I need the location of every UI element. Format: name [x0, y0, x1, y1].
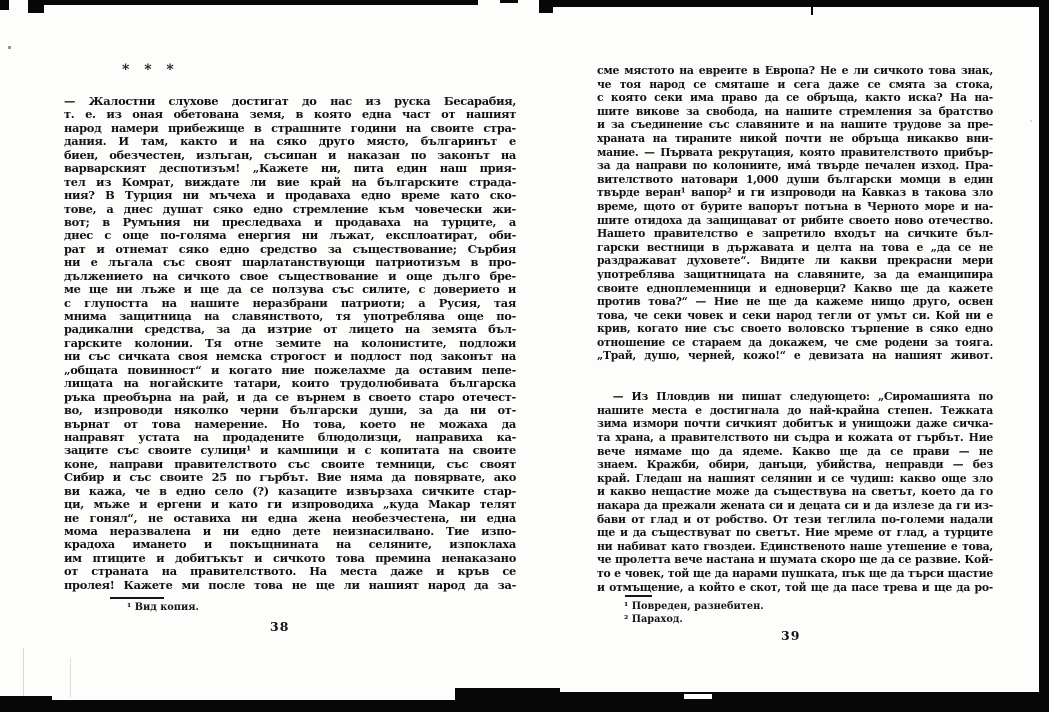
left-page-text — [64, 95, 516, 592]
text-line: крив, когато ние със своето воловско търпение в сяко едно — [597, 322, 993, 336]
footnote: ¹ Повреден, разнебитен. — [624, 601, 764, 612]
text-line: върнат от това намерение. Но това, което не можаха да — [64, 416, 516, 431]
text-line: ще и да съществуват по светът. Ние мреме от глад, а турците — [597, 526, 993, 540]
text-line: сме мястото на евреите в Европа? Не е ли сичкото това знак, — [597, 64, 993, 77]
text-line: не гонял“, не оставиха ни една жена необезчестена, ни една — [64, 510, 516, 525]
text-line: пролея! Кажете ми после това не ще ли нашият народ да за- — [64, 577, 516, 592]
text-line: Нашето правителство е запретило входът на сичките бъл- — [597, 227, 993, 241]
scan-speck — [8, 46, 11, 49]
text-line: против това?“ — Ние не ще да кажеме нищо друго, освен — [597, 295, 993, 309]
text-line: мание. — Първата рекрутация, която правителството прибър- — [597, 145, 993, 159]
right-footnotes — [624, 600, 764, 626]
text-line: лищата на ногайските татари, които трудолюбивата българска — [64, 376, 516, 391]
text-line: отношение се стараем да докажем, че сме родени за тояга. — [597, 335, 993, 349]
section-separator-stars: * * * — [122, 62, 179, 78]
scan-speck-line — [70, 658, 71, 698]
text-line: мома неразвалена и ни едно дете неизнасилвано. Тие изпо- — [64, 524, 516, 538]
right-page-text — [597, 64, 993, 594]
text-line: че тоя народ се смяташе и сега даже се смята за стока, — [597, 77, 993, 91]
text-line: за да направи по колониите, има́ твърде печален изход. Пра- — [597, 159, 993, 173]
text-line: накара да прежали жената си и децата си и да излезе да ги из- — [597, 499, 993, 512]
scan-edge-bottom-notch — [684, 694, 712, 699]
text-line: во, изпроводи няколко черни български души, за да ни от- — [64, 403, 516, 418]
text-line: ни със сичката своя немска строгост и подлост под законът на — [64, 349, 516, 364]
scan-edge-top — [28, 0, 478, 5]
text-line: дължението на сичкото свое съществование и още дълго бре- — [64, 268, 516, 283]
text-line: варварският деспотизъм! „Кажете ни, пита един наш прия- — [64, 161, 516, 176]
scan-speck-line — [23, 648, 24, 698]
scan-edge-top — [549, 0, 1049, 7]
text-line: че пролетта вече настана и шумата скоро ще да се развие. Кой- — [597, 553, 993, 567]
text-line: гарски вестници в държавата и целта на това е „да се не — [597, 240, 993, 254]
text-line — [597, 377, 993, 391]
text-line: радикални средства, за да изтрие от лицето на земята бъл- — [64, 322, 516, 337]
text-line: мнима защитница на славянството, тя употреблява още по- — [64, 309, 516, 323]
text-line: зима измори почти сичкият добитък и унищожи даже сичка- — [597, 417, 993, 431]
footnote: ² Параход. — [624, 614, 683, 625]
left-page-number: 38 — [270, 619, 290, 634]
text-line — [597, 363, 993, 377]
text-line: ме ще ни лъже и ще да се ползува със силите, с доверието и — [64, 282, 516, 297]
text-line: направят устата на продадените блюдолизци, направиха ка- — [64, 429, 516, 444]
scan-edge-top-blob — [28, 0, 44, 13]
footnote: ¹ Вид копия. — [127, 602, 199, 613]
right-page-number: 39 — [781, 628, 801, 643]
scan-edge-bottom — [560, 692, 1049, 712]
text-line: биен, обезчестен, излъган, съсипан и наказан по законът на — [64, 147, 516, 162]
text-line: вече нямаме що да ядеме. Какво ще да се прави — не — [597, 444, 993, 458]
left-footnotes — [127, 601, 199, 614]
text-line: шите отидоха да защищават от рибите своето ново отечество. — [597, 213, 993, 227]
text-line: ци, мъже и ергени и като ги изпроводиха „куда Макар телят — [64, 497, 516, 512]
text-line: край. Гледаш на нашият селянин и се чудиш: какво още зло — [597, 471, 993, 485]
text-line: дания. И там, както и на сяко друго място, българинът е — [64, 134, 516, 149]
scan-edge-top-left-mark — [0, 0, 9, 10]
text-line: т. е. из оная обетована земя, в която една част от нашият — [64, 107, 516, 122]
text-line: гарските колонии. Тя отне земите на колонистите, подложи — [64, 335, 516, 350]
text-line: употреблява защитницата на славяните, за да еманципира — [597, 267, 993, 281]
text-line: шите викове за свобода, на нашите стремления за братство — [597, 104, 993, 118]
text-line: знаем. Кражби, обири, данъци, убийства, неправди — без — [597, 458, 993, 472]
text-line: — Из Пловдив ни пишат следующето: „Сиромашията по — [597, 390, 993, 404]
scan-edge-top-tick — [811, 0, 813, 15]
text-line: ви кажа, че в едно село (?) казаците извързаха сичките стар- — [64, 483, 516, 498]
scan-edge-right — [1039, 0, 1049, 712]
text-line: вот; в Румъния ни преследваха и продаваха на турците, а — [64, 214, 516, 229]
text-line: и за съединение със славяните и на нашите трудове за пре- — [597, 118, 993, 132]
text-line: днес с още по-голяма енергия ни лъжат, експлоатират, оби- — [64, 228, 516, 243]
text-line: с глупостта на нашите неразбрани патриоти; а Русия, тая — [64, 295, 516, 310]
text-line: твърде веран¹ вапор² и ги изпроводи на Кавказ в такова зло — [597, 186, 993, 200]
text-line: от страната на правителството. На места даже и кръв се — [64, 564, 516, 579]
text-line: нашите места е достигнала до най-крайна степен. Тежката — [597, 403, 993, 417]
text-line: — Жалостни слухове достигат до нас из руска Бесарабия, — [64, 94, 516, 108]
text-line: ръка преобърна на рай, и да се върнем в своето старо отечест- — [64, 389, 516, 404]
scan-edge-bottom-bump — [0, 696, 52, 702]
scan-edge-top — [500, 0, 518, 3]
text-line: това, че секи човек и секи народ тегли от умът си. Кой ни е — [597, 308, 993, 322]
text-line: ни е лъгала със своят шарлатанствующи патриотизъм в про- — [64, 255, 516, 270]
text-line: заците със своите сулици¹ и камшици и с копитата на своите — [64, 443, 516, 458]
footnote-rule — [625, 595, 652, 597]
text-line: коне, направи правителството със своите темници, със своят — [64, 456, 516, 471]
footnote-rule — [110, 597, 164, 599]
text-line: и какво нещастие може да съществува на светът, което да го — [597, 485, 993, 499]
scan-speck — [1030, 120, 1032, 122]
text-line: то е човек, той ще да нарами пушката, пък ще да търси щастие — [597, 566, 993, 580]
text-line: „общата повинност“ и когато ние пожелахме да оставим пепе- — [64, 362, 516, 377]
text-line: народ намери прибежище в страшните години на своите стра- — [64, 120, 516, 135]
text-line: време, щото от бурите вапорът потъна в Черното море и на- — [597, 199, 993, 213]
text-line: рат и отнемат сяко едно средство за съществование; Сърбия — [64, 241, 516, 256]
text-line: тел из Комрат, виждате ли вие край на българските страда- — [64, 174, 516, 189]
text-line: тове, а днес душат сяко едно стремление към човечески жи- — [64, 201, 516, 216]
text-line: ни набиват като гвоздеи. Единственото наше утешение е това, — [597, 539, 993, 553]
text-line: ния? В Турция ни мъчеха и продаваха едно време като ско- — [64, 188, 516, 203]
text-line: бави от глад и от робство. От тези теглила по-големи надали — [597, 512, 993, 526]
text-line: своите едноплеменници и едноверци? Какво ще да кажете — [597, 281, 993, 295]
text-line: Сибир и със своите 25 по гърбът. Вие няма да повярвате, ако — [64, 470, 516, 485]
text-line: „Трай, душо, черней, кожо!“ е девизата на нашият живот. — [597, 349, 993, 363]
scan-edge-bottom-wedge — [455, 688, 560, 702]
text-line: раздражават духовете“. Видите ли какви прекрасни мери — [597, 254, 993, 268]
text-line: с която секи има право да се обръща, както иска? На на- — [597, 91, 993, 105]
text-line: храната на тираните никой почти не обръща никакво вни- — [597, 131, 993, 145]
text-line: и отмъщение, а който е скот, той ще да пасе трева и ще да ро- — [597, 580, 993, 594]
text-line: та храна, а правителството ни съдра и кожата от гърбът. Ние — [597, 431, 993, 445]
text-line: крадоха имането и покъщнината на селяните, изпоклаха — [64, 537, 516, 552]
text-line: вителството натовари 1,000 души български момци в един — [597, 172, 993, 186]
text-line: им птиците и добитъкът и сичкото това премина ненаказано — [64, 550, 516, 565]
